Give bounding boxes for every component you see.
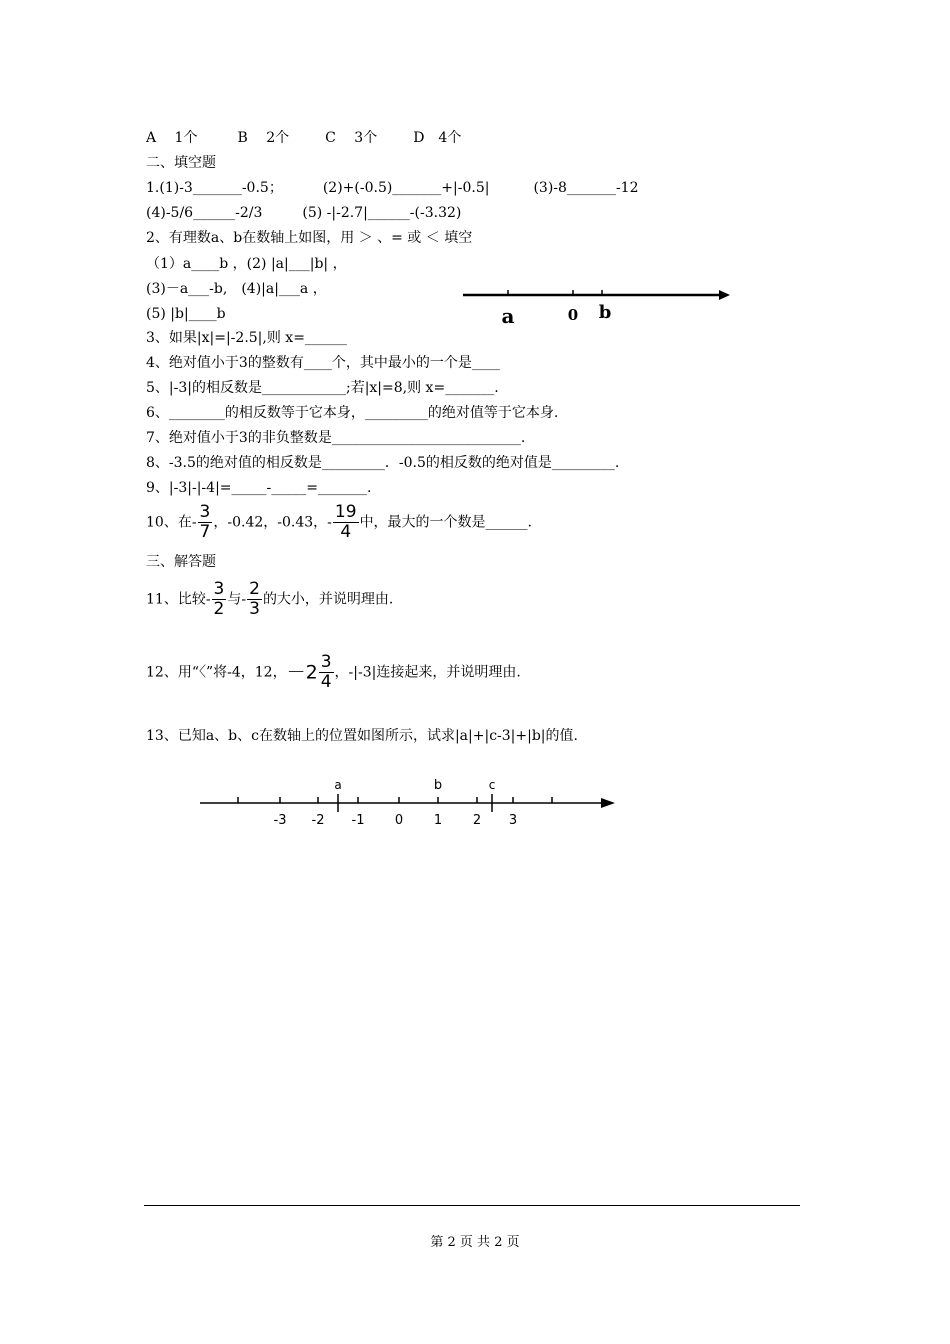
tick-label: -3 <box>273 813 287 828</box>
number-line-q13 <box>190 772 625 832</box>
choice-c: C 3个 <box>325 130 378 146</box>
question-11 <box>146 580 393 619</box>
question-12 <box>146 653 521 692</box>
tick-label: 3 <box>508 813 518 828</box>
point-label-a: a <box>334 778 342 792</box>
point-label-b: b <box>433 778 443 793</box>
fraction-numerator: 3 <box>199 502 211 522</box>
tick-label: -2 <box>311 813 325 828</box>
question-3: 3、如果|x|=|-2.5|,则 x=______ <box>146 330 347 346</box>
tick-label: 0 <box>394 813 404 828</box>
fraction-19-4 <box>333 503 359 542</box>
fraction-3-2 <box>212 580 227 619</box>
tick-label: -1 <box>351 813 365 828</box>
arrow-head-icon <box>719 290 730 300</box>
q10-prefix: 10、在- <box>146 514 197 531</box>
choice-b: B 2个 <box>237 130 290 146</box>
tick-group <box>238 797 552 803</box>
label-b: b <box>598 302 612 323</box>
q1-part-4: (4)-5/6______-2/3 <box>146 205 263 221</box>
fraction-denominator: 2 <box>213 599 225 619</box>
question-10 <box>146 503 532 542</box>
question-13-stem: 13、已知a、b、c在数轴上的位置如图所示，试求|a|+|c-3|+|b|的值. <box>146 728 578 744</box>
section-title-solve: 三、解答题 <box>146 554 216 570</box>
point-label-c: c <box>488 778 496 792</box>
fraction-denominator: 4 <box>340 522 352 542</box>
choice-a: A 1个 <box>146 130 198 146</box>
fraction-numerator: 2 <box>249 579 260 599</box>
choice-d: D 4个 <box>413 130 462 146</box>
q11-prefix: 11、比较- <box>146 591 211 608</box>
fraction-numerator: 19 <box>334 502 357 522</box>
page-footer: 第 2 页 共 2 页 <box>430 1235 520 1250</box>
question-1-line-2 <box>146 203 461 223</box>
q1-part-5: (5) -|-2.7|______-(-3.32) <box>302 205 462 221</box>
tick-label: 2 <box>472 813 482 828</box>
label-zero: 0 <box>567 306 579 324</box>
tick-label: 1 <box>433 813 443 828</box>
q12-suffix: ，-|-3|连接起来，并说明理由. <box>334 664 521 681</box>
fraction-3-7 <box>198 503 213 542</box>
fraction-numerator: 3 <box>320 652 332 672</box>
question-2-sub-5: (5) |b|____b <box>146 306 226 322</box>
fraction-denominator: 7 <box>199 522 211 542</box>
section-title-fill: 二、填空题 <box>146 155 216 171</box>
choice-row <box>146 128 461 148</box>
q10-middle: ，-0.42，-0.43，- <box>213 514 332 531</box>
tick-label-group <box>274 813 518 828</box>
question-5: 5、|-3|的相反数是____________;若|x|=8,则 x=_______. <box>146 380 499 396</box>
question-1-line-1 <box>146 178 638 198</box>
number-line-q2 <box>455 278 740 330</box>
mixed-number-whole: －2 <box>286 661 318 684</box>
question-2-stem: 2、有理数a、b在数轴上如图，用 ＞ 、= 或 ＜ 填空 <box>146 230 473 246</box>
fraction-2-3 <box>247 580 262 619</box>
q1-part-3: (3)-8_______-12 <box>533 180 639 196</box>
q1-part-2: (2)+(-0.5)_______+|-0.5| <box>322 180 490 196</box>
fraction-numerator: 3 <box>213 579 225 599</box>
question-6: 6、________的相反数等于它本身，_________的绝对值等于它本身. <box>146 405 559 421</box>
question-4: 4、绝对值小于3的整数有____个，其中最小的一个是____ <box>146 355 500 371</box>
arrow-head-icon <box>601 798 615 808</box>
fraction-denominator: 4 <box>320 672 332 692</box>
question-8: 8、-3.5的绝对值的相反数是_________．-0.5的相反数的绝对值是_________. <box>146 455 620 471</box>
q10-suffix: 中，最大的一个数是______. <box>359 514 533 531</box>
q1-part-1: 1.(1)-3_______-0.5； <box>146 180 283 196</box>
question-9: 9、|-3|-|-4|=_____-_____=_______. <box>146 480 372 496</box>
fraction-denominator: 3 <box>249 599 260 619</box>
q12-prefix: 12、用“〈”将-4，12， <box>146 664 287 681</box>
q11-suffix: 的大小，并说明理由. <box>262 591 394 608</box>
fraction-3-4 <box>319 653 334 692</box>
question-2-sub-1: （1）a____b ，(2) |a|___|b| ， <box>146 256 347 272</box>
question-7: 7、绝对值小于3的非负整数是___________________________. <box>146 430 526 446</box>
question-2-sub-3: (3)－a___-b, (4)|a|___a ， <box>146 281 327 297</box>
q11-middle: 与- <box>227 591 247 608</box>
footer-rule <box>144 1205 800 1206</box>
label-a: a <box>501 304 515 328</box>
